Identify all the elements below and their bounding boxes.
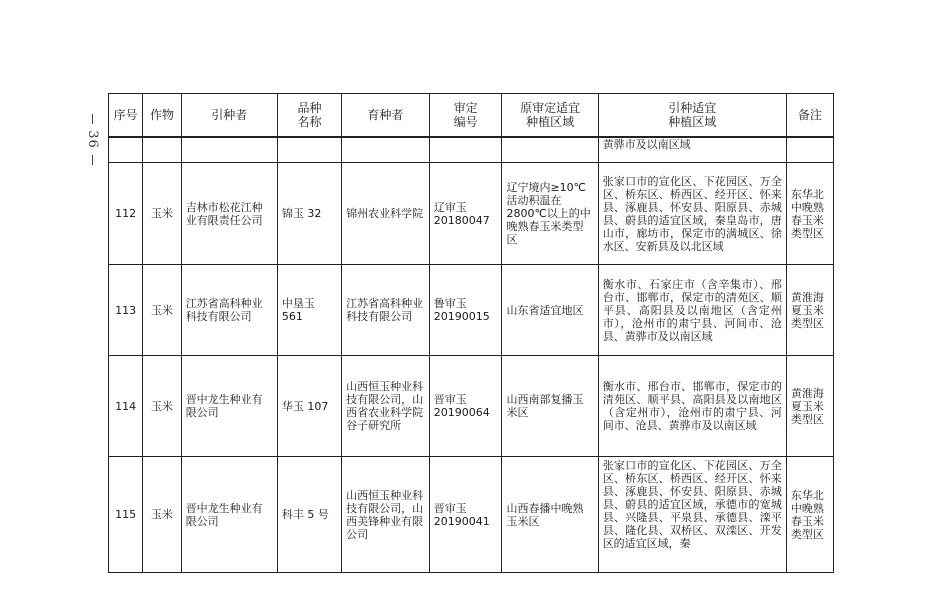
cell-variety: 锦玉 32 xyxy=(277,163,341,265)
cell-intro-region: 衡水市、邢台市、邯郸市，保定市的清苑区、顺平县、高阳县及以南地区（含定州市），沧州市的肃宁县、河间市、沧县、黄骅市及以南区域 xyxy=(598,356,786,457)
header-variety: 品种 名称 xyxy=(277,94,341,138)
cell-code: 晋审玉20190041 xyxy=(429,457,502,573)
cell-breeder: 山西恒玉种业科技有限公司，山西省农业科学院谷子研究所 xyxy=(342,356,430,457)
header-orig-region: 原审定适宜 种植区域 xyxy=(502,94,598,138)
cell-orig-region: 辽宁境内≥10℃活动积温在 2800℃以上的中晚熟春玉米类型区 xyxy=(502,163,598,265)
cell-no: 113 xyxy=(109,265,143,356)
cell-breeder: 江苏省高科种业科技有限公司 xyxy=(342,265,430,356)
cell-crop: 玉米 xyxy=(143,163,181,265)
cell-orig-region: 山东省适宜地区 xyxy=(502,265,598,356)
cell-no: 114 xyxy=(109,356,143,457)
continued-region-text: 黄骅市及以南区域 xyxy=(598,137,786,163)
header-crop: 作物 xyxy=(143,94,181,138)
cell-intro-region: 张家口市的宣化区、下花园区、万全区、桥东区、桥西区、经开区、怀来县、涿鹿县、怀安县、阳原县、赤城县、蔚县的适宜区域，承德市的宽城县、兴隆县、平泉县、承德县、滦平县、隆化县、双桥区、双滦区、开发区的适宜区域，秦 xyxy=(598,457,786,573)
page-number xyxy=(82,112,102,192)
cell-introducer: 吉林市松花江种业有限责任公司 xyxy=(181,163,277,265)
table-row xyxy=(109,163,834,265)
cell-orig-region: 山西春播中晚熟玉米区 xyxy=(502,457,598,573)
page-number-dash-bottom xyxy=(92,155,93,165)
cell-introducer: 晋中龙生种业有限公司 xyxy=(181,356,277,457)
page-number-text: 36 xyxy=(84,130,100,149)
cell-breeder: 锦州农业科学院 xyxy=(342,163,430,265)
cell-no: 115 xyxy=(109,457,143,573)
variety-introduction-table xyxy=(108,93,834,573)
cell-crop: 玉米 xyxy=(143,457,181,573)
header-introducer: 引种者 xyxy=(181,94,277,138)
page-number-dash-top xyxy=(92,114,93,124)
cell-variety: 科丰 5 号 xyxy=(277,457,341,573)
header-intro-region: 引种适宜 种植区域 xyxy=(598,94,786,138)
cell-variety: 华玉 107 xyxy=(277,356,341,457)
cell-introducer: 晋中龙生种业有限公司 xyxy=(181,457,277,573)
table-row-continued xyxy=(109,137,834,163)
cell-code: 晋审玉20190064 xyxy=(429,356,502,457)
cell-code: 鲁审玉20190015 xyxy=(429,265,502,356)
cell-note: 东华北中晚熟春玉米类型区 xyxy=(786,163,833,265)
cell-introducer: 江苏省高科种业科技有限公司 xyxy=(181,265,277,356)
cell-variety: 中垦玉 561 xyxy=(277,265,341,356)
header-breeder: 育种者 xyxy=(342,94,430,138)
cell-note: 黄淮海夏玉米类型区 xyxy=(786,265,833,356)
cell-no: 112 xyxy=(109,163,143,265)
cell-note: 黄淮海夏玉米类型区 xyxy=(786,356,833,457)
table-row xyxy=(109,356,834,457)
header-note: 备注 xyxy=(786,94,833,138)
table-header-row xyxy=(109,94,834,138)
cell-code: 辽审玉20180047 xyxy=(429,163,502,265)
table-row xyxy=(109,265,834,356)
cell-breeder: 山西恒玉种业科技有限公司，山西美锋种业有限公司 xyxy=(342,457,430,573)
cell-orig-region: 山西南部复播玉米区 xyxy=(502,356,598,457)
cell-crop: 玉米 xyxy=(143,265,181,356)
cell-intro-region: 张家口市的宣化区、下花园区、万全区、桥东区、桥西区、经开区、怀来县、涿鹿县、怀安县、阳原县、赤城县、蔚县的适宜区域，秦皇岛市，唐山市，廊坊市，保定市的满城区、徐水区、安新县及以北区域 xyxy=(598,163,786,265)
header-no: 序号 xyxy=(109,94,143,138)
cell-intro-region: 衡水市、石家庄市（含辛集市）、邢台市、邯郸市，保定市的清苑区、顺平县、高阳县及以南地区（含定州市），沧州市的肃宁县、河间市、沧县、黄骅市及以南区域 xyxy=(598,265,786,356)
cell-crop: 玉米 xyxy=(143,356,181,457)
header-code: 审定 编号 xyxy=(429,94,502,138)
cell-note: 东华北中晚熟春玉米类型区 xyxy=(786,457,833,573)
table-row xyxy=(109,457,834,573)
